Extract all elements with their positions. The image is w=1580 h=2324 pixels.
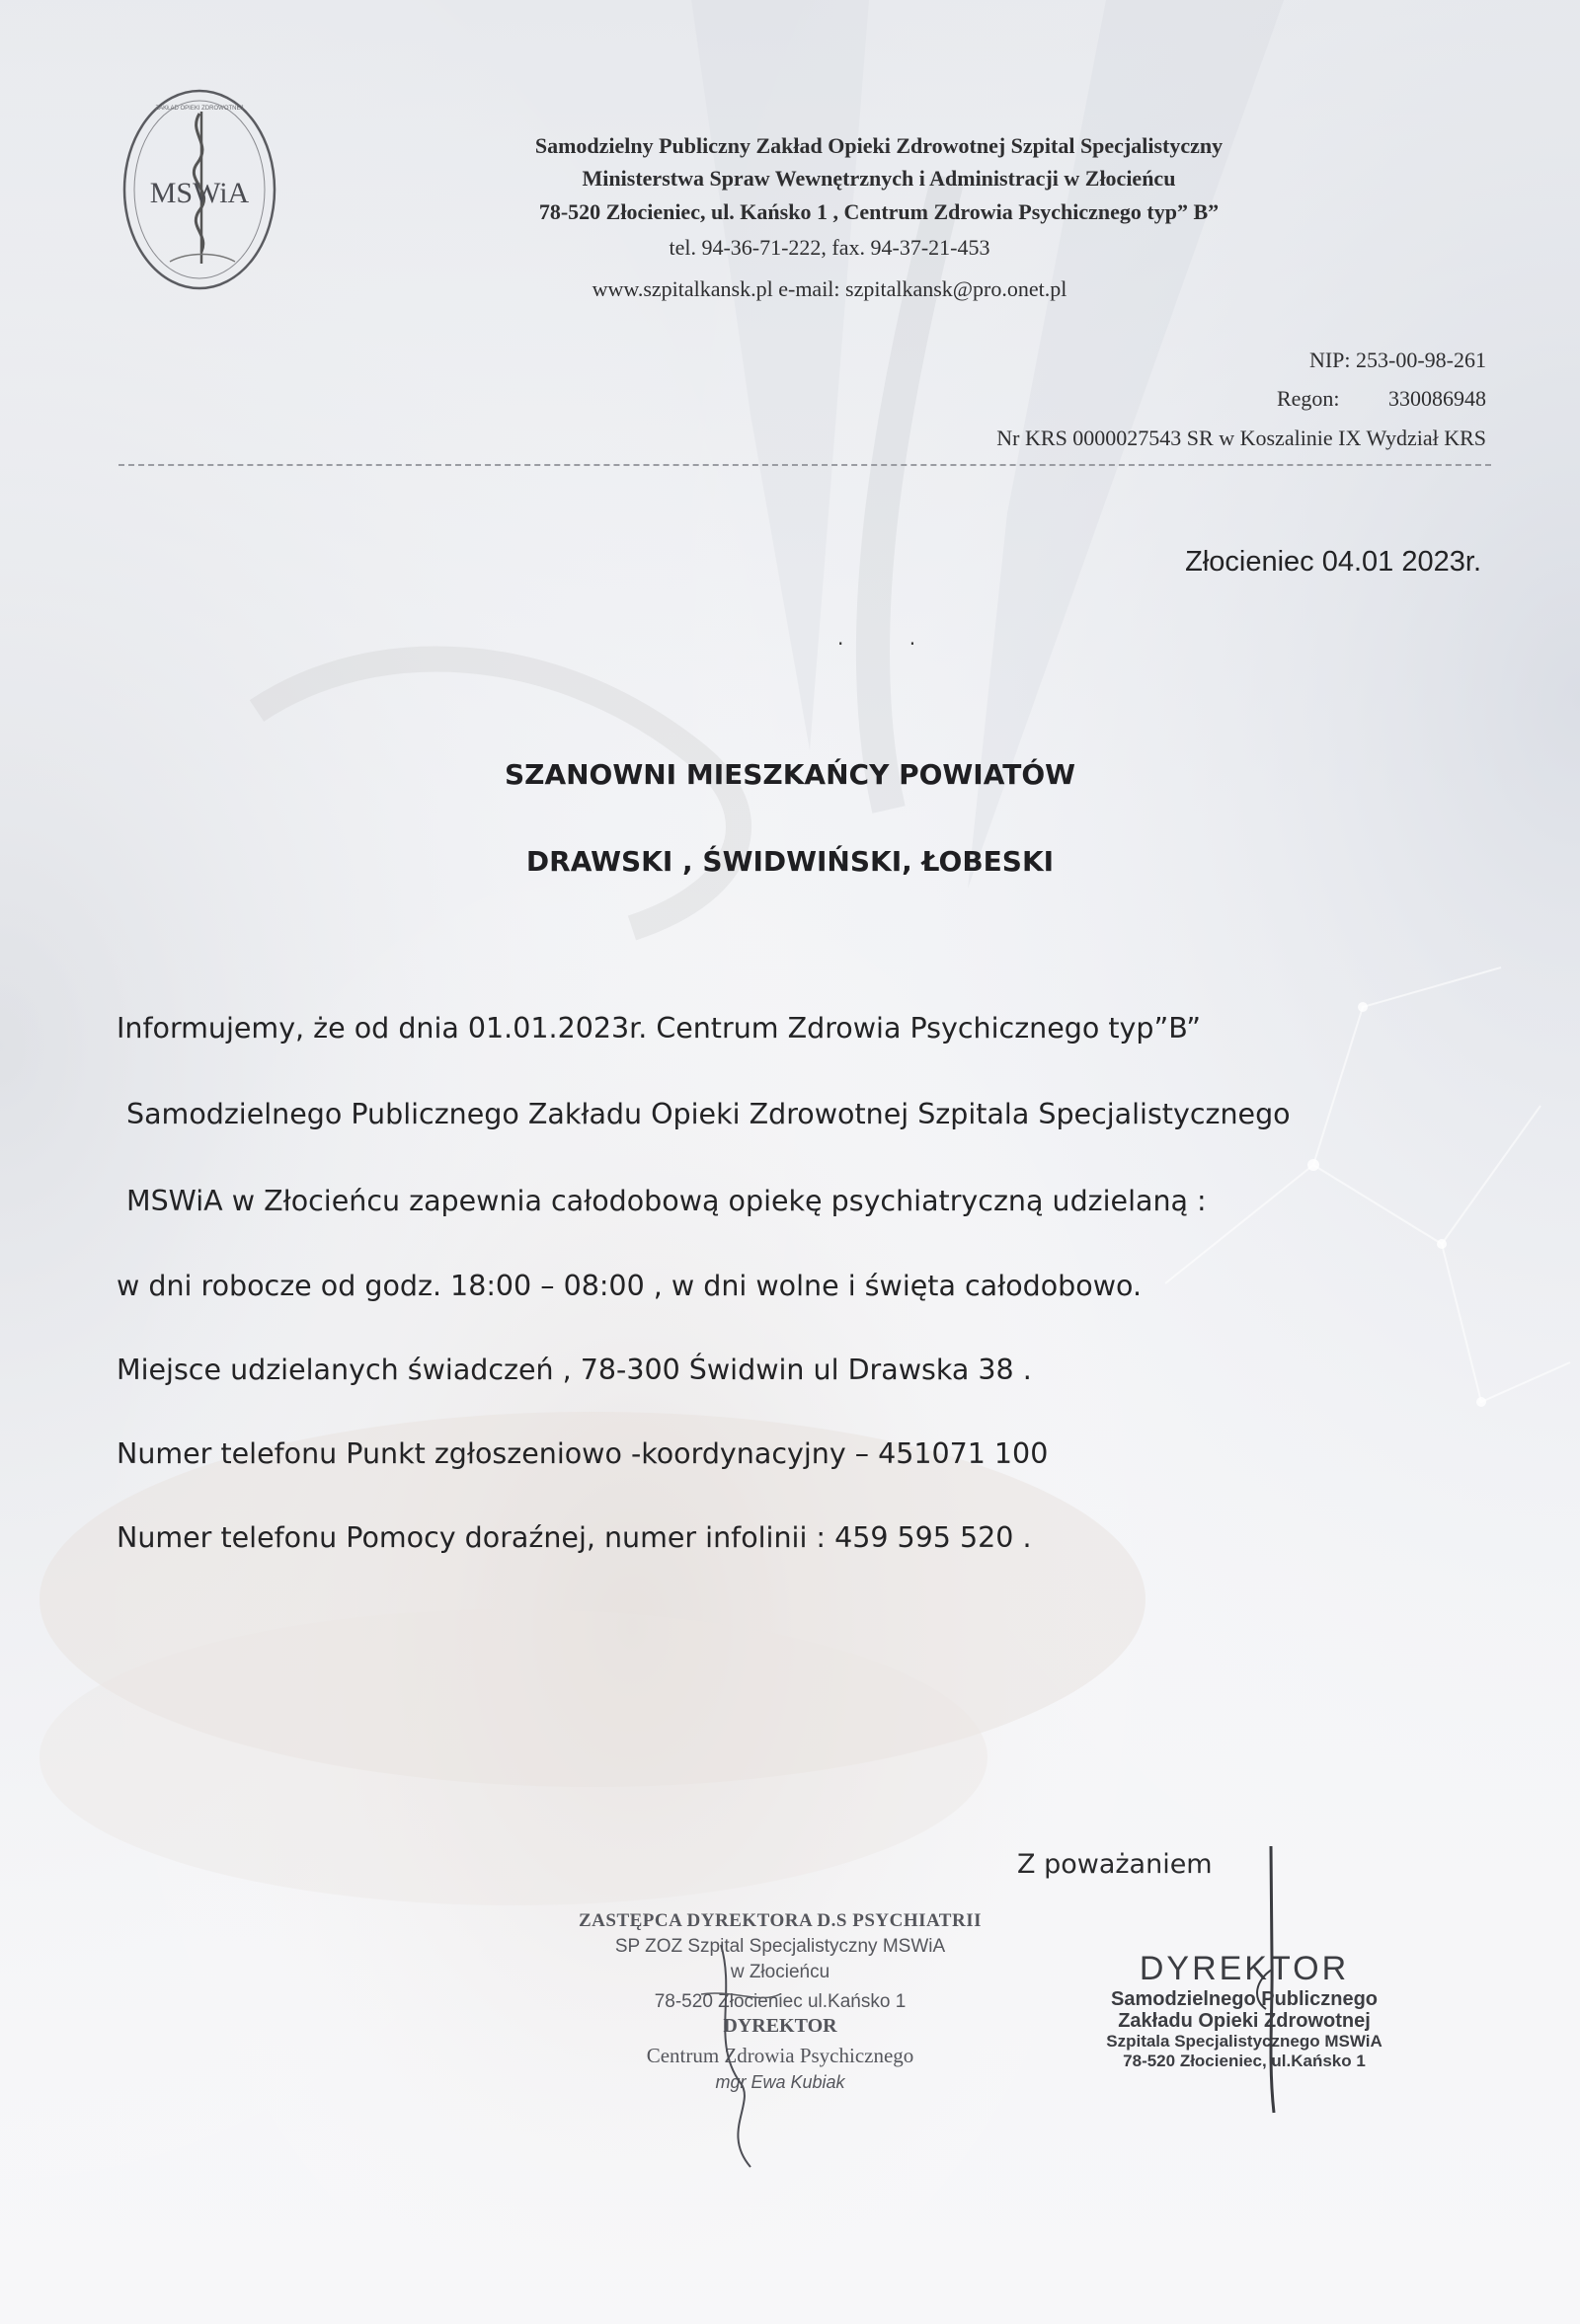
letterhead-line-1: Samodzielny Publiczny Zakład Opieki Zdrowotnej Szpital Specjalistyczny xyxy=(534,133,1224,158)
stamp-left-line-2: SP ZOZ Szpital Specjalistyczny MSWiA xyxy=(614,1936,946,1957)
body-line-1: Informujemy, że od dnia 01.01.2023r. Centrum Zdrowia Psychicznego typ”B” xyxy=(117,1012,1202,1045)
stamp-left-line-5: DYREKTOR xyxy=(723,2015,837,2037)
stamp-director xyxy=(1027,1950,1462,2071)
date: Złocieniec 04.01 2023r. xyxy=(1185,546,1481,578)
stamp-right-line-1: DYREKTOR xyxy=(1139,1950,1350,1987)
body-line-2: Samodzielnego Publicznego Zakładu Opieki Zdrowotnej Szpitala Specjalistycznego xyxy=(126,1098,1291,1130)
body-line-5: Miejsce udzielanych świadczeń , 78-300 Świdwin ul Drawska 38 . xyxy=(117,1354,1032,1386)
letterhead-line-2: Ministerstwa Spraw Wewnętrznych i Administracji w Złocieńcu xyxy=(582,166,1176,191)
stamp-right-line-5: 78-520 Złocieniec, ul.Kańsko 1 xyxy=(1123,2052,1366,2070)
stamp-left-line-7: mgr Ewa Kubiak xyxy=(715,2072,845,2092)
regon: Regon: 330086948 xyxy=(1276,386,1486,411)
dots: · · xyxy=(837,632,946,656)
signature-left xyxy=(681,1935,800,2172)
krs: Nr KRS 0000027543 SR w Koszalinie IX Wydział KRS xyxy=(996,426,1486,450)
mswia-logo xyxy=(118,84,281,296)
letterhead-web-email: www.szpitalkansk.pl e-mail: szpitalkansk@pro.onet.pl xyxy=(592,276,1067,301)
letterhead-line-3: 78-520 Złocieniec, ul. Kańsko 1 , Centrum Zdrowia Psychicznego typ” B” xyxy=(538,199,1220,224)
greeting: Z poważaniem xyxy=(1017,1849,1213,1880)
stamp-left-line-6: Centrum Zdrowia Psychicznego xyxy=(646,2044,914,2067)
stamp-right-line-3: Zakładu Opieki Zdrowotnej xyxy=(1118,2010,1371,2032)
letterhead-phone: tel. 94-36-71-222, fax. 94-37-21-453 xyxy=(669,235,990,260)
stamp-left-line-1: ZASTĘPCA DYREKTORA D.S PSYCHIATRII xyxy=(579,1910,982,1931)
title-line-2: DRAWSKI , ŚWIDWIŃSKI, ŁOBESKI xyxy=(525,845,1055,878)
body-line-3: MSWiA w Złocieńcu zapewnia całodobową opiekę psychiatryczną udzielaną : xyxy=(126,1185,1207,1217)
header-divider xyxy=(118,464,1491,466)
logo-text: MSWiA xyxy=(149,177,250,209)
stamp-left-line-3: w Złocieńcu xyxy=(730,1962,830,1982)
body-line-4: w dni robocze od godz. 18:00 – 08:00 , w dni wolne i święta całodobowo. xyxy=(117,1270,1143,1302)
signature-right xyxy=(1246,1841,1305,2118)
stamp-right-line-4: Szpitala Specjalistycznego MSWiA xyxy=(1106,2032,1382,2051)
body-line-7: Numer telefonu Pomocy doraźnej, numer infolinii : 459 595 520 . xyxy=(117,1521,1032,1554)
nip: NIP: 253-00-98-261 xyxy=(1308,348,1486,372)
body-line-6: Numer telefonu Punkt zgłoszeniowo -koordynacyjny – 451071 100 xyxy=(117,1437,1049,1470)
stamp-left-line-4: 78-520 Złocieniec ul.Kańsko 1 xyxy=(654,1991,907,2012)
logo-ring-text: ZAKŁAD OPIEKI ZDROWOTNEJ xyxy=(155,106,244,112)
title-line-1: SZANOWNI MIESZKAŃCY POWIATÓW xyxy=(504,758,1076,791)
stamp-right-line-2: Samodzielnego Publicznego xyxy=(1110,1988,1379,2010)
